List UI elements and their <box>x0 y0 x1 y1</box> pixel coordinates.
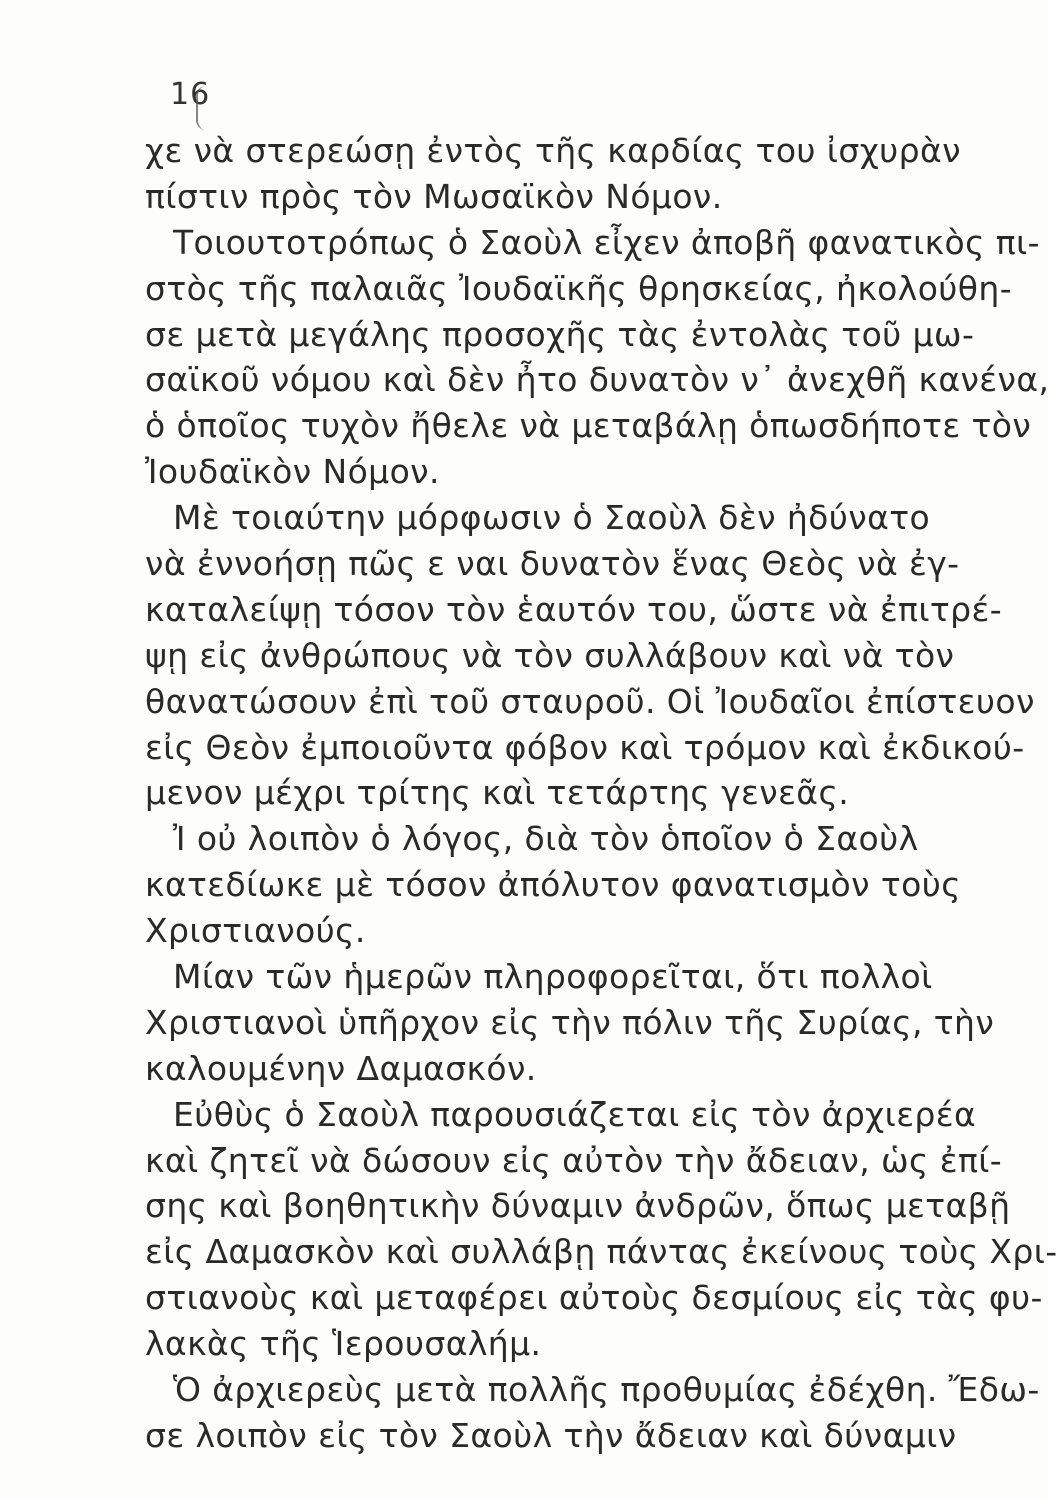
text-line: λακὰς τῆς Ἱερουσαλήμ. <box>145 1324 542 1364</box>
text-line: Τοιουτοτρόπως ὁ Σαοὺλ εἶχεν ἀποβῆ φανατικὸς πι- <box>173 222 1040 262</box>
text-line: Ἰουδαϊκὸν Νόμον. <box>145 452 440 492</box>
text-line: σαϊκοῦ νόμου καὶ δὲν ἦτο δυνατὸν ν᾿ ἀνεχθῆ κανένα, <box>145 360 1050 400</box>
text-line: Ἰ οὐ λοιπὸν ὁ λόγος, διὰ τὸν ὁποῖον ὁ Σαοὺλ <box>173 819 919 859</box>
text-line: καὶ ζητεῖ νὰ δώσουν εἰς αὐτὸν τὴν ἄδειαν, ὡς ἐπί- <box>145 1140 1003 1180</box>
text-line: ὁ ὁποῖος τυχὸν ἤθελε νὰ μεταβάλῃ ὁπωσδήποτε τὸν <box>145 406 1032 446</box>
text-line: καταλείψῃ τόσον τὸν ἑαυτόν του, ὥστε νὰ ἐπιτρέ- <box>145 589 1003 629</box>
body-text <box>145 128 1058 1459</box>
margin-mark <box>196 86 208 130</box>
text-line: καλουμένην Δαμασκόν. <box>145 1048 537 1088</box>
text-line: Ὁ ἀρχιερεὺς μετὰ πολλῆς προθυμίας ἐδέχθη. Ἔδω- <box>173 1370 1040 1410</box>
text-line: Μὲ τοιαύτην μόρφωσιν ὁ Σαοὺλ δὲν ἠδύνατο <box>173 498 931 538</box>
text-line: σης καὶ βοηθητικὴν δύναμιν ἀνδρῶν, ὅπως μεταβῇ <box>145 1186 1011 1226</box>
text-line: στιανοὺς καὶ μεταφέρει αὐτοὺς δεσμίους εἰς τὰς φυ- <box>145 1278 1043 1318</box>
text-line: στὸς τῆς παλαιᾶς Ἰουδαϊκῆς θρησκείας, ἠκολούθη- <box>145 268 1013 308</box>
text-line: κατεδίωκε μὲ τόσον ἀπόλυτον φανατισμὸν τοὺς <box>145 865 961 905</box>
text-line: ψῃ εἰς ἀνθρώπους νὰ τὸν συλλάβουν καὶ νὰ τὸν <box>145 635 955 675</box>
text-line: θανατώσουν ἐπὶ τοῦ σταυροῦ. Οἱ Ἰουδαῖοι ἐπίστευον <box>145 681 1035 721</box>
text-line: Μίαν τῶν ἡμερῶν πληροφορεῖται, ὅτι πολλοὶ <box>173 957 933 997</box>
text-line: εἰς Θεὸν ἐμποιοῦντα φόβον καὶ τρόμον καὶ ἐκδικού- <box>145 727 1025 767</box>
text-line: εἰς Δαμασκὸν καὶ συλλάβῃ πάντας ἐκείνους τοὺς Χρι- <box>145 1232 1058 1272</box>
text-line: μενον μέχρι τρίτης καὶ τετάρτης γενεᾶς. <box>145 773 850 813</box>
text-line: Χριστιανοὶ ὑπῆρχον εἰς τὴν πόλιν τῆς Συρίας, τὴν <box>145 1002 995 1042</box>
text-line: νὰ ἐννοήσῃ πῶς ε ναι δυνατὸν ἕνας Θεὸς νὰ ἐγ- <box>145 544 960 584</box>
text-line: Χριστιανούς. <box>145 911 366 951</box>
text-line: σε λοιπὸν εἰς τὸν Σαοὺλ τὴν ἄδειαν καὶ δύναμιν <box>145 1415 957 1455</box>
page-number: 16 <box>170 77 211 112</box>
text-line: πίστιν πρὸς τὸν Μωσαϊκὸν Νόμον. <box>145 176 723 216</box>
text-line: σε μετὰ μεγάλης προσοχῆς τὰς ἐντολὰς τοῦ μω- <box>145 314 975 354</box>
text-line: χε νὰ στερεώσῃ ἐντὸς τῆς καρδίας του ἰσχυρὰν <box>145 131 961 170</box>
text-line: Εὐθὺς ὁ Σαοὺλ παρουσιάζεται εἰς τὸν ἀρχιερέα <box>173 1094 977 1134</box>
